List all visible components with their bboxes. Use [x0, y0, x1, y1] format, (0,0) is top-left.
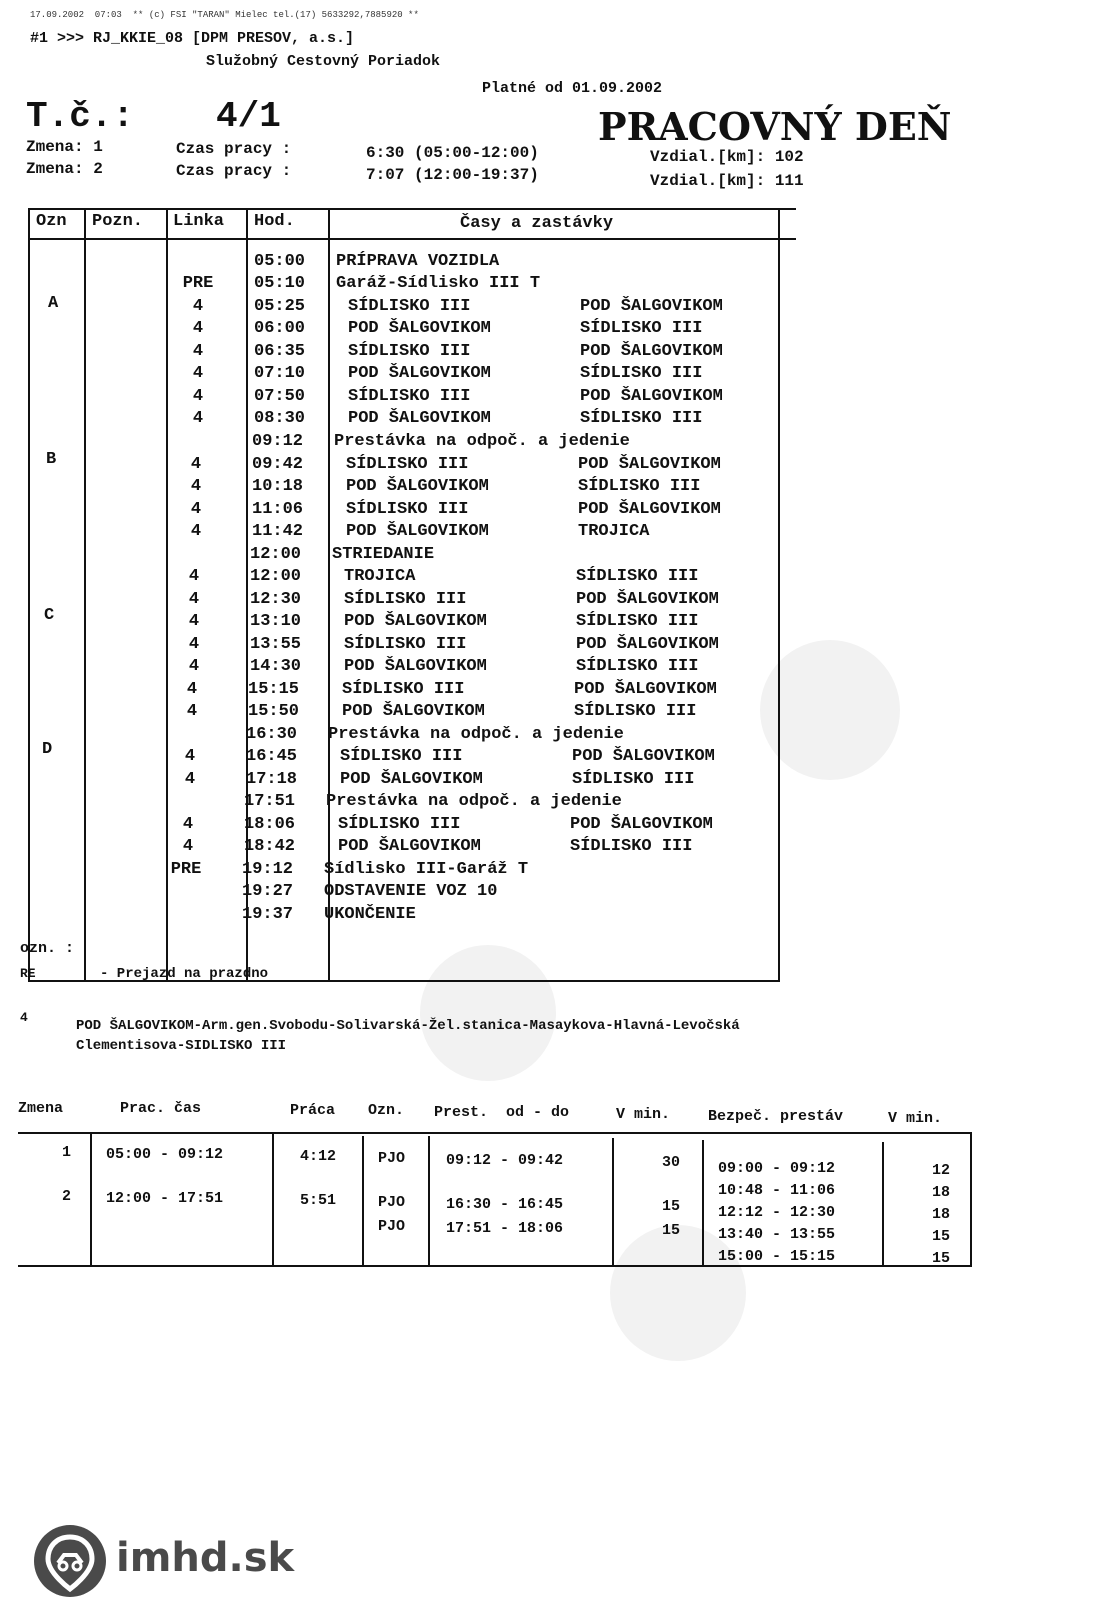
row-to: POD ŠALGOVIKOM [580, 342, 723, 361]
row-linka: 4 [182, 837, 194, 856]
row-linka: 4 [182, 815, 194, 834]
row-hod: 12:00 [250, 545, 302, 564]
legend-title: ozn. : [20, 940, 75, 957]
row-hod: 12:00 [250, 567, 302, 586]
row-from: POD ŠALGOVIKOM [340, 770, 483, 789]
row-from: SÍDLISKO III [348, 342, 471, 361]
row-to: POD ŠALGOVIKOM [572, 747, 715, 766]
row-linka: 4 [192, 387, 204, 406]
shift-2-distance: Vzdial.[km]: 111 [650, 172, 804, 190]
row-hod: 14:30 [250, 657, 302, 676]
day-type: PRACOVNÝ DEŇ [598, 104, 952, 149]
ozn-mark: B [46, 450, 57, 469]
row-hod: 11:42 [252, 522, 304, 541]
row-linka: 4 [190, 455, 202, 474]
row-hod: 18:06 [244, 815, 296, 834]
row-linka: 4 [190, 500, 202, 519]
row-from: Prestávka na odpoč. a jedenie [326, 792, 622, 811]
row-hod: 13:55 [250, 635, 302, 654]
row-to: POD ŠALGOVIKOM [570, 815, 713, 834]
row-from: SÍDLISKO III [340, 747, 463, 766]
imhd-logo-text: imhd.sk [116, 1535, 295, 1581]
sum-break-min: 15 [662, 1222, 681, 1239]
sum-break-ozn: PJO [378, 1218, 406, 1235]
col-casy: Časy a zastávky [460, 214, 614, 233]
row-linka: 4 [188, 567, 200, 586]
route-line: #1 >>> RJ_KKIE_08 [DPM PRESOV, a.s.] [30, 30, 355, 47]
row-to: SÍDLISKO III [580, 319, 703, 338]
sum-safety-range: 12:12 - 12:30 [718, 1204, 836, 1221]
row-linka: 4 [186, 702, 198, 721]
row-from: Garáž-Sídlisko III T [336, 274, 541, 293]
row-hod: 05:10 [254, 274, 306, 293]
row-hod: 12:30 [250, 590, 302, 609]
shift-1-label: Zmena: 1 [26, 138, 103, 156]
row-hod: 07:10 [254, 364, 306, 383]
row-linka: 4 [192, 364, 204, 383]
row-linka: 4 [188, 635, 200, 654]
ozn-mark: A [48, 294, 59, 313]
sum-safety-range: 09:00 - 09:12 [718, 1160, 836, 1177]
row-to: POD ŠALGOVIKOM [578, 500, 721, 519]
row-to: POD ŠALGOVIKOM [578, 455, 721, 474]
sum-col-vmin2: V min. [888, 1110, 943, 1127]
row-from: POD ŠALGOVIKOM [344, 612, 487, 631]
sum-z2-prac: 12:00 - 17:51 [106, 1190, 224, 1207]
row-hod: 06:35 [254, 342, 306, 361]
legend-line-no: 4 [20, 1010, 28, 1025]
row-from: POD ŠALGOVIKOM [346, 477, 489, 496]
row-to: SÍDLISKO III [574, 702, 697, 721]
summary-table [18, 1100, 1022, 1337]
row-linka: PRE [170, 860, 202, 879]
row-linka: 4 [192, 342, 204, 361]
row-hod: 18:42 [244, 837, 296, 856]
row-linka: 4 [192, 297, 204, 316]
row-hod: 15:15 [248, 680, 300, 699]
sum-z2-praca: 5:51 [300, 1192, 337, 1209]
shift-1-distance: Vzdial.[km]: 102 [650, 148, 804, 166]
row-from: Prestávka na odpoč. a jedenie [328, 725, 624, 744]
row-hod: 05:00 [254, 252, 306, 271]
sum-safety-range: 13:40 - 13:55 [718, 1226, 836, 1243]
row-from: POD ŠALGOVIKOM [342, 702, 485, 721]
row-hod: 19:12 [242, 860, 294, 879]
row-from: POD ŠALGOVIKOM [338, 837, 481, 856]
row-hod: 07:50 [254, 387, 306, 406]
row-hod: 17:51 [244, 792, 296, 811]
row-linka: 4 [192, 409, 204, 428]
row-linka: 4 [186, 680, 198, 699]
sum-z1-prac: 05:00 - 09:12 [106, 1146, 224, 1163]
row-hod: 06:00 [254, 319, 306, 338]
row-hod: 15:50 [248, 702, 300, 721]
row-to: SÍDLISKO III [580, 409, 703, 428]
row-from: POD ŠALGOVIKOM [348, 319, 491, 338]
sum-col-prest: Prest. od - do [434, 1104, 570, 1121]
sum-col-zmena: Zmena [18, 1100, 64, 1117]
tc-value: 4/1 [216, 96, 281, 137]
row-hod: 10:18 [252, 477, 304, 496]
legend-re-key: RE [20, 966, 36, 981]
row-linka: 4 [188, 612, 200, 631]
sum-col-vmin: V min. [616, 1106, 671, 1123]
sum-safety-min: 15 [932, 1250, 951, 1267]
imhd-logo[interactable] [34, 1523, 334, 1607]
valid-from: Platné od 01.09.2002 [482, 80, 663, 97]
document-title: Služobný Cestovný Poriadok [206, 53, 441, 70]
sum-safety-range: 15:00 - 15:15 [718, 1248, 836, 1265]
shift-2-label: Zmena: 2 [26, 160, 103, 178]
row-linka: 4 [184, 747, 196, 766]
row-to: SÍDLISKO III [578, 477, 701, 496]
row-from: POD ŠALGOVIKOM [348, 364, 491, 383]
row-linka: 4 [188, 657, 200, 676]
row-from: SÍDLISKO III [338, 815, 461, 834]
sum-col-ozn: Ozn. [368, 1102, 405, 1119]
row-from: TROJICA [344, 567, 416, 586]
sum-z2-zmena: 2 [62, 1188, 72, 1205]
row-linka: 4 [190, 477, 202, 496]
row-to: SÍDLISKO III [576, 567, 699, 586]
sum-safety-min: 15 [932, 1228, 951, 1245]
col-ozn: Ozn [36, 212, 67, 231]
row-linka: 4 [192, 319, 204, 338]
row-hod: 13:10 [250, 612, 302, 631]
row-from: Sídlisko III-Garáž T [324, 860, 529, 879]
tc-label: T.č.: [26, 96, 135, 137]
row-from: STRIEDANIE [332, 545, 435, 564]
row-hod: 16:30 [246, 725, 298, 744]
ozn-mark: C [44, 606, 55, 625]
row-hod: 11:06 [252, 500, 304, 519]
row-from: ODSTAVENIE VOZ 10 [324, 882, 498, 901]
fax-header: 17.09.2002 07:03 ** (c) FSI "TARAN" Mielec tel.(17) 5633292,7885920 ** [30, 10, 419, 20]
row-from: POD ŠALGOVIKOM [344, 657, 487, 676]
ozn-mark: D [42, 740, 53, 759]
row-from: SÍDLISKO III [342, 680, 465, 699]
sum-break-range: 16:30 - 16:45 [446, 1196, 564, 1213]
row-from: POD ŠALGOVIKOM [348, 409, 491, 428]
row-to: POD ŠALGOVIKOM [576, 590, 719, 609]
sum-z1-praca: 4:12 [300, 1148, 337, 1165]
row-from: PRÍPRAVA VOZIDLA [336, 252, 500, 271]
shift-1-czas: Czas pracy : [176, 140, 292, 158]
row-hod: 19:37 [242, 905, 294, 924]
sum-col-bezpec: Bezpeč. prestáv [708, 1108, 844, 1125]
row-linka: PRE [182, 274, 214, 293]
sum-col-prac: Prac. čas [120, 1100, 202, 1117]
row-hod: 16:45 [246, 747, 298, 766]
row-to: TROJICA [578, 522, 650, 541]
row-from: SÍDLISKO III [346, 455, 469, 474]
row-hod: 17:18 [246, 770, 298, 789]
shift-1-value: 6:30 (05:00-12:00) [366, 144, 539, 162]
row-from: SÍDLISKO III [344, 590, 467, 609]
shift-2-czas: Czas pracy : [176, 162, 292, 180]
sum-break-ozn: PJO [378, 1150, 406, 1167]
row-to: SÍDLISKO III [576, 657, 699, 676]
col-hod: Hod. [254, 212, 295, 231]
row-from: POD ŠALGOVIKOM [346, 522, 489, 541]
row-linka: 4 [190, 522, 202, 541]
col-pozn: Pozn. [92, 212, 144, 231]
shift-2-value: 7:07 (12:00-19:37) [366, 166, 539, 184]
legend-route-2: Clementisova-SIDLISKO III [76, 1038, 287, 1054]
sum-break-range: 17:51 - 18:06 [446, 1220, 564, 1237]
row-from: SÍDLISKO III [346, 500, 469, 519]
sum-safety-min: 12 [932, 1162, 951, 1179]
row-to: SÍDLISKO III [580, 364, 703, 383]
row-from: Prestávka na odpoč. a jedenie [334, 432, 630, 451]
row-to: POD ŠALGOVIKOM [576, 635, 719, 654]
row-from: SÍDLISKO III [348, 297, 471, 316]
row-hod: 05:25 [254, 297, 306, 316]
row-to: SÍDLISKO III [576, 612, 699, 631]
sum-safety-range: 10:48 - 11:06 [718, 1182, 836, 1199]
row-to: SÍDLISKO III [572, 770, 695, 789]
sum-safety-min: 18 [932, 1184, 951, 1201]
row-hod: 09:12 [252, 432, 304, 451]
sum-break-ozn: PJO [378, 1194, 406, 1211]
row-from: SÍDLISKO III [348, 387, 471, 406]
col-linka: Linka [173, 212, 225, 231]
schedule-table [28, 208, 796, 982]
row-hod: 19:27 [242, 882, 294, 901]
sum-col-praca: Práca [290, 1102, 336, 1119]
sum-break-min: 15 [662, 1198, 681, 1215]
sum-z1-zmena: 1 [62, 1144, 72, 1161]
sum-safety-min: 18 [932, 1206, 951, 1223]
sum-break-range: 09:12 - 09:42 [446, 1152, 564, 1169]
row-to: SÍDLISKO III [570, 837, 693, 856]
row-linka: 4 [184, 770, 196, 789]
row-to: POD ŠALGOVIKOM [580, 387, 723, 406]
legend-re-text: - Prejazd na prazdno [100, 966, 269, 982]
row-to: POD ŠALGOVIKOM [574, 680, 717, 699]
row-hod: 09:42 [252, 455, 304, 474]
legend-route-1: POD ŠALGOVIKOM-Arm.gen.Svobodu-Solivarská-Žel.stanica-Masaykova-Hlavná-Levočská [76, 1018, 740, 1034]
row-from: SÍDLISKO III [344, 635, 467, 654]
row-linka: 4 [188, 590, 200, 609]
row-from: UKONČENIE [324, 905, 416, 924]
sum-break-min: 30 [662, 1154, 681, 1171]
row-hod: 08:30 [254, 409, 306, 428]
row-to: POD ŠALGOVIKOM [580, 297, 723, 316]
